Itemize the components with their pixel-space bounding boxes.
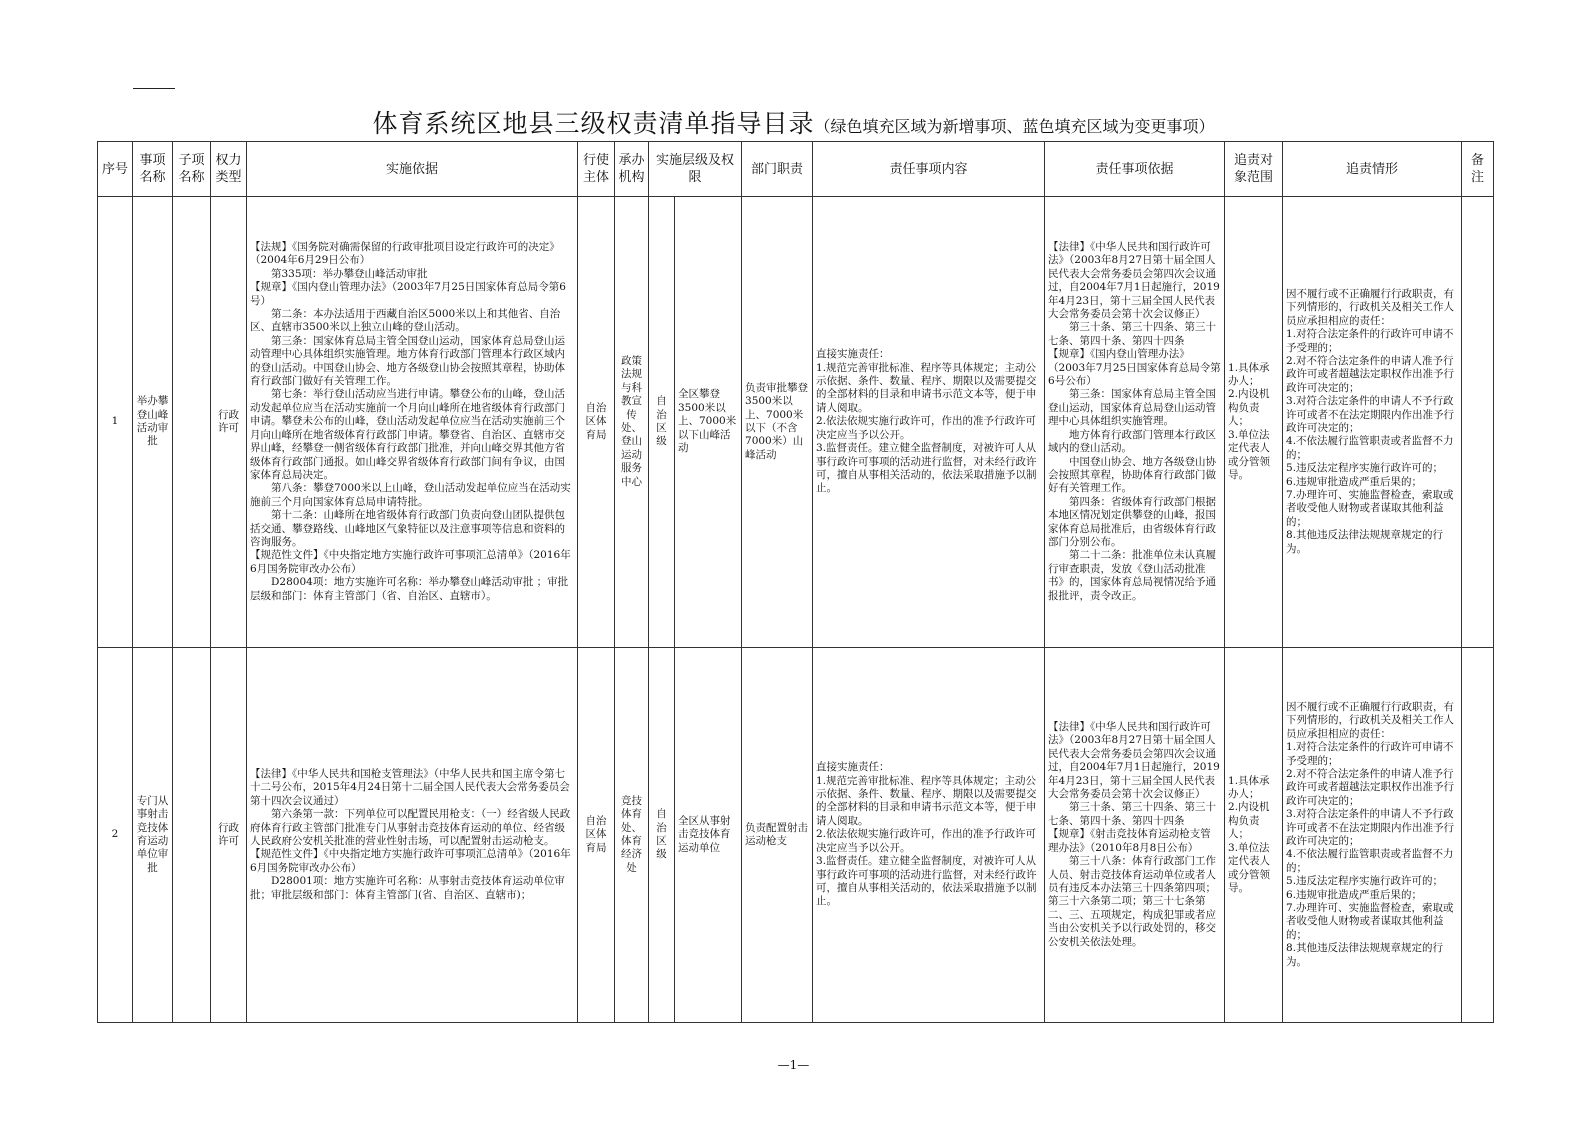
col-seq: 序号	[98, 142, 133, 197]
document-title	[0, 104, 1587, 140]
cell-basis	[247, 197, 578, 648]
cell-sub-item	[173, 197, 211, 648]
situations-text: 因不履行或不正确履行行政职责，有下列情形的，行政机关及相关工作人员应承担相应的责任： 1.对符合法定条件的行政许可申请不予受理的； 2.对不符合法定条件的申请人准予行政许可或者超越法定职权作出准予行政许可决定的； 3.对符合法定条件的申请人不予行政许可或者不在法定期限内作出准予行政许可决定的； 4.不依法履行监管职责或者监督不力的； 5.违反法定程序实施行政许可的； 6.违规审批造成严重后果的； 7.办理许可、实施监督检查，索取或者收受他人财物或者谋取其他利益的； 8.其他违反法律法规规章规定的行为。	[1286, 287, 1455, 555]
cell-level-detail: 全区从事射击竞技体育运动单位	[675, 648, 742, 1023]
cell-sub-item	[173, 648, 211, 1023]
cell-subject: 自治区体育局	[578, 197, 615, 648]
table-row	[98, 648, 1494, 1023]
cell-duty: 负责审批攀登3500米以上、7000米以下（不含7000米）山峰活动	[742, 197, 813, 648]
col-resp-basis: 责任事项依据	[1045, 142, 1225, 197]
page-number: —1—	[777, 1058, 810, 1072]
col-power-type: 权力类型	[211, 142, 247, 197]
resp-basis-text: 【法律】《中华人民共和国行政许可法》（2003年8月27日第十届全国人民代表大会常务委员会第四次会议通过，自2004年7月1日起施行，2019年4月23日，第十三届全国人民代表大会常务委员会第十次会议修正） 第三十条、第三十四条、第三十七条、第四十条、第四十四条 【规章】《国内登山管理办法》（2003年7月25日国家体育总局令第6号公布） 第三条：国家体育总局主管全国登山运动，国家体育总局登山运动管理中心具体组织实施管理。 地方体育行政部门管理本行政区域内的登山活动。 中国登山协会、地方各级登山协会按照其章程，协助体育行政部门做好有关管理工作。 第四条：省级体育行政部门根据本地区情况划定供攀登的山峰，报国家体育总局批准后，由省级体育行政部门分别公布。 第二十二条：批准单位未认真履行审查职责，发放《登山活动批准书》的，国家体育总局视情况给予通报批评，责令改正。	[1048, 241, 1221, 602]
cell-accountable	[1225, 648, 1283, 1023]
cell-resp-basis	[1045, 197, 1225, 648]
col-accountable: 追责对象范围	[1225, 142, 1283, 197]
resp-content-text: 直接实施责任： 1.规范完善审批标准、程序等具体规定；主动公示依据、条件、数量、程序、期限以及需要提交的全部材料的目录和申请书示范文本等，便于申请人阅取。 2.依法依规实施行政许可，作出的准予行政许可决定应当予以公开。 3.监督责任。建立健全监督制度，对被许可人从事行政许可事项的活动进行监督，对未经行政许可，擅自从事相关活动的，依法采取措施予以制止。	[816, 761, 1037, 908]
col-sub-item: 子项名称	[173, 142, 211, 197]
cell-level-scope: 自治区级	[649, 648, 675, 1023]
cell-situations	[1283, 197, 1462, 648]
cell-seq: 1	[98, 197, 133, 648]
resp-content-text: 直接实施责任： 1.规范完善审批标准、程序等具体规定；主动公示依据、条件、数量、程序、期限以及需要提交的全部材料的目录和申请书示范文本等，便于申请人阅取。 2.依法依规实施行政许可，作出的准予行政许可决定应当予以公开。 3.监督责任。建立健全监督制度，对被许可人从事行政许可事项的活动进行监督，对未经行政许可，擅自从事相关活动的，依法采取措施予以制止。	[816, 348, 1037, 495]
header-rule	[133, 88, 175, 89]
basis-text: 【法律】《中华人民共和国枪支管理法》（中华人民共和国主席令第七十二号公布，2015年4月24日第十二届全国人民代表大会常务委员会第十四次会议通过） 第六条第一款：下列单位可以配置民用枪支：（一）经省级人民政府体育行政主管部门批准专门从事射击竞技体育运动的单位、经省级人民政府公安机关批准的营业性射击场，可以配置射击运动枪支。 【规范性文件】《中央指定地方实施行政许可事项汇总清单》（2016年6月国务院审改办公布） D28001项：地方实施许可名称：从事射击竞技体育运动单位审批；审批层级和部门：体育主管部门(省、自治区、直辖市)；	[250, 767, 571, 901]
cell-remarks	[1462, 197, 1494, 648]
col-duty: 部门职责	[742, 142, 813, 197]
cell-resp-content	[813, 648, 1045, 1023]
table-row	[98, 197, 1494, 648]
col-subject: 行使主体	[578, 142, 615, 197]
header-row	[98, 142, 1494, 197]
cell-remarks	[1462, 648, 1494, 1023]
col-remarks: 备注	[1462, 142, 1494, 197]
cell-accountable	[1225, 197, 1283, 648]
col-basis: 实施依据	[247, 142, 578, 197]
responsibility-table	[97, 141, 1494, 1023]
col-situations: 追责情形	[1283, 142, 1462, 197]
cell-resp-content	[813, 197, 1045, 648]
cell-power-type: 行政许可	[211, 648, 247, 1023]
cell-situations	[1283, 648, 1462, 1023]
cell-subject: 自治区体育局	[578, 648, 615, 1023]
cell-power-type: 行政许可	[211, 197, 247, 648]
title-main: 体育系统区地县三级权责清单指导目录	[372, 109, 815, 138]
cell-agency: 竞技体育处、体育经济处	[615, 648, 649, 1023]
cell-level-detail: 全区攀登3500米以上、7000米以下山峰活动	[675, 197, 742, 648]
col-item-name: 事项名称	[133, 142, 173, 197]
cell-agency: 政策法规与科教宣传处、登山运动服务中心	[615, 197, 649, 648]
cell-resp-basis	[1045, 648, 1225, 1023]
cell-basis	[247, 648, 578, 1023]
resp-basis-text: 【法律】《中华人民共和国行政许可法》（2003年8月27日第十届全国人民代表大会常务委员会第四次会议通过，自2004年7月1日起施行，2019年4月23日，第十三届全国人民代表大会常务委员会第十次会议修正） 第三十条、第三十四条、第三十七条、第四十条、第四十四条 【规章】《射击竞技体育运动枪支管理办法》（2010年8月8日公布） 第三十八条：体育行政部门工作人员、射击竞技体育运动单位或者人员有违反本办法第三十四条第四项；第三十六条第二项；第三十七条第二、三、五项规定，构成犯罪或者应当由公安机关予以行政处罚的，移交公安机关依法处理。	[1048, 721, 1220, 948]
col-level: 实施层级及权限	[649, 142, 742, 197]
cell-level-scope: 自治区级	[649, 197, 675, 648]
cell-item-name: 举办攀登山峰活动审批	[133, 197, 173, 648]
basis-text: 【法规】《国务院对确需保留的行政审批项目设定行政许可的决定》（2004年6月29日公布） 第335项：举办攀登山峰活动审批 【规章】《国内登山管理办法》（2003年7月25日国家体育总局令第6号） 第二条：本办法适用于西藏自治区5000米以上和其他省、自治区、直辖市3500米以上独立山峰的登山活动。 第三条：国家体育总局主管全国登山运动，国家体育总局登山运动管理中心具体组织实施管理。地方体育行政部门管理本行政区域内的登山活动。中国登山协会、地方各级登山协会按照其章程，协助体育行政部门做好有关管理工作。 第七条：举行登山活动应当进行申请。攀登公布的山峰，登山活动发起单位应当在活动实施前一个月向山峰所在地省级体育行政部门申请。攀登未公布的山峰，登山活动发起单位应当在活动实施前三个月向山峰所在地省级体育行政部门申请。攀登省、自治区、直辖市交界山峰，经攀登一侧省级体育行政部门批准，并向山峰交界其他方省级体育行政部门通报。如山峰交界省级体育行政部门间有争议，由国家体育总局决定。 第八条：攀登7000米以上山峰，登山活动发起单位应当在活动实施前三个月向国家体育总局申请特批。 第十二条：山峰所在地省级体育行政部门负责向登山团队提供包括交通、攀登路线、山峰地区气象特征以及注意事项等信息和资料的咨询服务。 【规范性文件】《中央指定地方实施行政许可事项汇总清单》（2016年6月国务院审改办公布） D28004项：地方实施许可名称：举办攀登山峰活动审批 ；审批层级和部门：体育主管部门（省、自治区、直辖市）。	[250, 241, 571, 602]
col-agency: 承办机构	[615, 142, 649, 197]
cell-duty: 负责配置射击运动枪支	[742, 648, 813, 1023]
accountable-text: 1.具体承办人； 2.内设机构负责人； 3.单位法定代表人或分管领导。	[1228, 361, 1271, 481]
accountable-text: 1.具体承办人； 2.内设机构负责人； 3.单位法定代表人或分管领导。	[1228, 774, 1271, 894]
cell-seq: 2	[98, 648, 133, 1023]
situations-text: 因不履行或不正确履行行政职责，有下列情形的，行政机关及相关工作人员应承担相应的责任： 1.对符合法定条件的行政许可申请不予受理的； 2.对不符合法定条件的申请人准予行政许可或者超越法定职权作出准予行政许可决定的； 3.对符合法定条件的申请人不予行政许可或者不在法定期限内作出准予行政许可决定的； 4.不依法履行监管职责或者监督不力的； 5.违反法定程序实施行政许可的； 6.违规审批造成严重后果的； 7.办理许可、实施监督检查，索取或者收受他人财物或者谋取其他利益的； 8.其他违反法律法规规章规定的行为。	[1286, 700, 1455, 968]
cell-item-name: 专门从事射击竞技体育运动单位审批	[133, 648, 173, 1023]
col-resp-content: 责任事项内容	[813, 142, 1045, 197]
title-subtitle: （绿色填充区域为新增事项、蓝色填充区域为变更事项）	[814, 117, 1215, 136]
